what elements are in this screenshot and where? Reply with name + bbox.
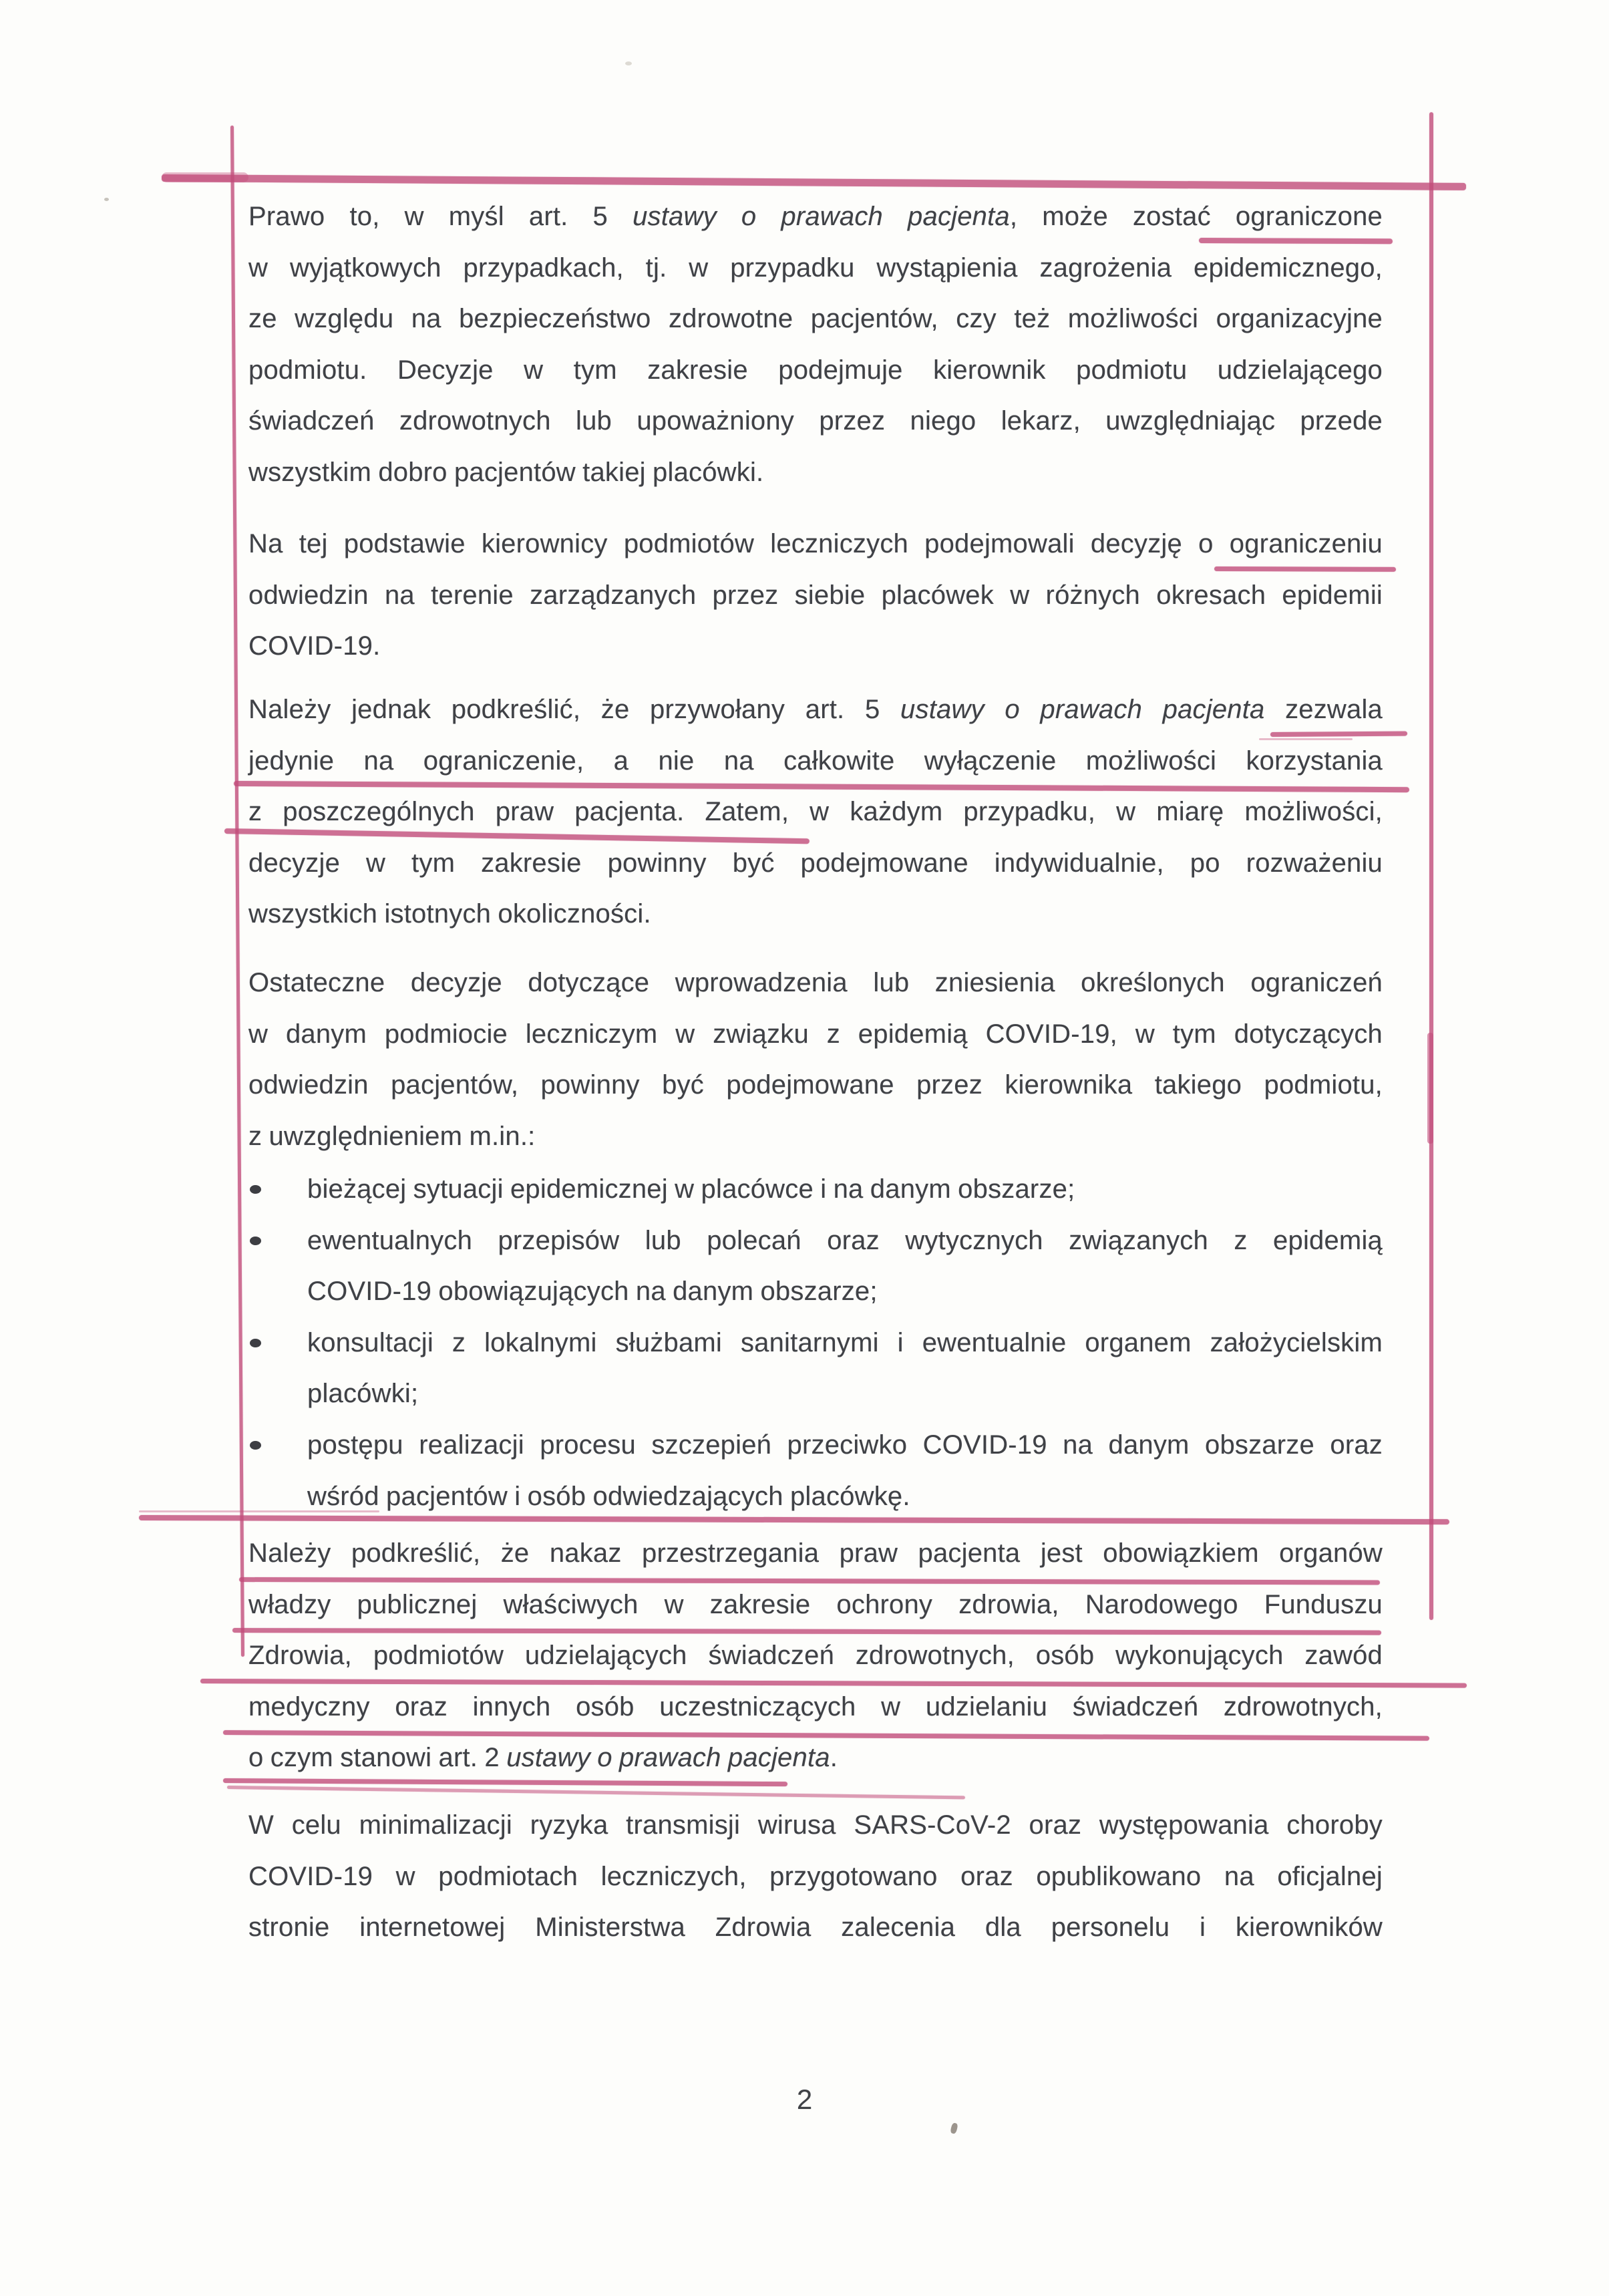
text-line [248,1059,1383,1111]
text-run: o czym stanowi art. 2 [248,1743,507,1773]
text-run: Zdrowia, podmiotów udzielających świadczeń zdrowotnych, osób wykonujących zawód [248,1641,1383,1671]
bullet-icon [250,1237,261,1245]
italic-law-title: ustawy o prawach pacjenta [900,695,1265,724]
paragraph-5-underlined [248,1528,1383,1784]
bullet-list [248,1164,1383,1522]
text-line [307,1368,1383,1420]
text-run: odwiedzin pacjentów, powinny być podejmowane przez kierownika takiego podmiotu, [248,1070,1383,1100]
text-run: wszystkich istotnych okoliczności. [248,899,651,929]
text-run: wszystkim dobro pacjentów takiej placówki. [248,457,764,487]
text-run: placówki; [307,1379,419,1409]
text-run: bieżącej sytuacji epidemicznej w placówce i na danym obszarze; [307,1174,1075,1204]
pink-vertical-line-left-margin [230,126,244,1657]
text-line [248,1800,1383,1851]
paragraph-3 [248,684,1383,940]
text-run: w wyjątkowych przypadkach, tj. w przypadku wystąpienia zagrożenia epidemicznego, [248,253,1383,283]
text-run: COVID-19 w podmiotach leczniczych, przygotowano oraz opublikowano na oficjalnej [248,1861,1383,1891]
page-number: 2 [796,2084,813,2115]
text-line [248,1732,1383,1784]
bullet-icon [250,1185,261,1194]
text-line [307,1471,1383,1522]
text-run: władzy publicznej właściwych w zakresie ochrony zdrowia, Narodowego Funduszu [248,1589,1383,1619]
scan-speckle [625,61,632,65]
italic-law-title: ustawy o prawach pacjenta [633,202,1010,231]
paragraph-6 [248,1800,1383,1953]
text-line [307,1317,1383,1369]
text-run: jedynie na ograniczenie, a nie na całkowite wyłączenie możliwości korzystania [248,746,1383,776]
text-run: świadczeń zdrowotnych lub upoważniony przez niego lekarz, uwzględniając przede [248,406,1383,436]
paragraph-2 [248,518,1383,672]
text-line [248,1630,1383,1681]
text-run: z poszczególnych praw pacjenta. Zatem, w każdym przypadku, w miarę możliwości, [248,797,1383,827]
text-line [248,293,1383,345]
pink-strike-line-top-smear [162,172,248,182]
text-line [248,838,1383,889]
text-run: Na tej podstawie kierownicy podmiotów leczniczych podejmowali decyzję o ograniczeniu [248,529,1383,558]
text-line [307,1215,1383,1267]
text-run: odwiedzin na terenie zarządzanych przez siebie placówek w różnych okresach epidemii [248,580,1383,610]
text-line [248,447,1383,498]
text-line [248,888,1383,940]
text-run: Ostateczne decyzje dotyczące wprowadzenia lub zniesienia określonych ograniczeń [248,968,1383,997]
paragraph-4 [248,957,1383,1162]
text-line [248,242,1383,294]
text-line [248,1528,1383,1579]
text-line [307,1164,1383,1215]
text-run: Należy podkreślić, że nakaz przestrzegania praw pacjenta jest obowiązkiem organów [248,1538,1383,1568]
text-run: stronie internetowej Ministerstwa Zdrowia zalecenia dla personelu i kierowników [248,1913,1383,1943]
text-run: medyczny oraz innych osób uczestniczących w udzielaniu świadczeń zdrowotnych, [248,1691,1383,1721]
text-run: decyzje w tym zakresie powinny być podejmowane indywidualnie, po rozważeniu [248,848,1383,878]
bullet-icon [250,1441,261,1450]
text-line [248,570,1383,621]
text-line [248,395,1383,447]
text-line [248,345,1383,396]
text-line [248,684,1383,735]
list-item [248,1317,1383,1420]
bullet-icon [250,1339,261,1347]
text-line [248,1111,1383,1162]
pink-underline-p6-line5-echo [227,1786,965,1799]
list-item [248,1215,1383,1317]
text-run: Prawo to, w myśl art. 5 [248,202,633,231]
text-run: w danym podmiocie leczniczym w związku z epidemią COVID-19, w tym dotyczących [248,1019,1383,1049]
text-run: ze względu na bezpieczeństwo zdrowotne pacjentów, czy też możliwości organizacyjne [248,304,1383,334]
text-line [248,191,1383,242]
italic-law-title: ustawy o prawach pacjenta [506,1743,830,1773]
pink-vertical-line-right-margin [1429,112,1433,1620]
text-line [307,1266,1383,1317]
text-run: zezwala [1264,695,1383,724]
text-line [248,1851,1383,1903]
text-run: W celu minimalizacji ryzyka transmisji wirusa SARS-CoV-2 oraz występowania choroby [248,1810,1383,1840]
text-run: podmiotu. Decyzje w tym zakresie podejmuje kierownik podmiotu udzielającego [248,355,1383,385]
text-line [248,786,1383,838]
text-line [248,1902,1383,1953]
list-item [248,1420,1383,1522]
scan-speckle [104,198,109,201]
text-run: Należy jednak podkreślić, że przywołany art. 5 [248,695,901,724]
text-run: COVID-19. [248,631,381,661]
text-line [248,957,1383,1009]
list-item [248,1164,1383,1215]
pink-vertical-line-right-margin-overdraw [1427,1033,1433,1144]
text-line [248,1009,1383,1060]
text-run: ewentualnych przepisów lub polecań oraz wytycznych związanych z epidemią [307,1225,1383,1255]
text-run: wśród pacjentów i osób odwiedzających placówkę. [307,1481,910,1511]
text-line [307,1420,1383,1471]
text-run: . [830,1743,838,1773]
text-line [248,518,1383,570]
text-line [248,1579,1383,1631]
text-line [248,1681,1383,1733]
text-run: z uwzględnieniem m.in.: [248,1121,536,1151]
text-run: konsultacji z lokalnymi służbami sanitarnymi i ewentualnie organem założycielskim [307,1327,1383,1357]
text-line [248,735,1383,787]
text-run: postępu realizacji procesu szczepień przeciwko COVID-19 na danym obszarze oraz [307,1430,1383,1460]
text-run: , może zostać ograniczone [1009,202,1383,231]
text-line [248,621,1383,672]
paragraph-1 [248,191,1383,498]
text-run: COVID-19 obowiązujących na danym obszarze; [307,1277,878,1307]
pink-strike-line-top [162,174,1466,190]
